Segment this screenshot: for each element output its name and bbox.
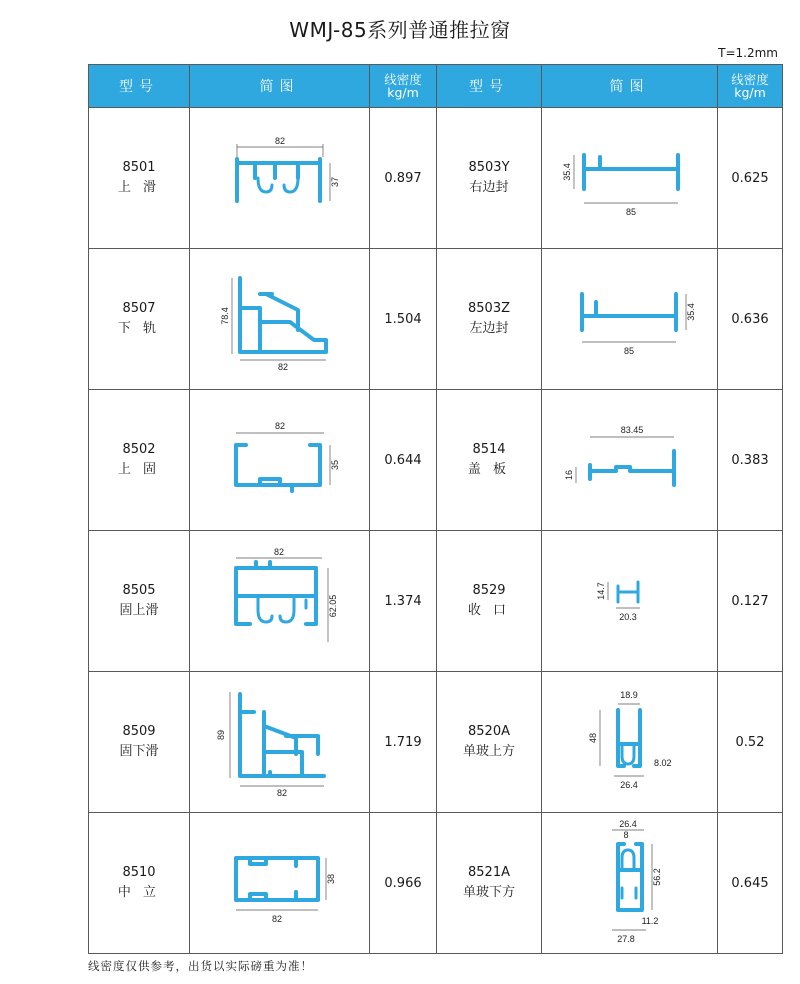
model-cell bbox=[89, 531, 190, 672]
model-code: 8505 bbox=[122, 583, 156, 598]
density-value: 0.636 bbox=[718, 249, 783, 390]
header-model-right: 型号 bbox=[437, 65, 542, 108]
model-cell bbox=[89, 249, 190, 390]
profile-diagram-8507 bbox=[210, 264, 350, 374]
profile-diagram-8501 bbox=[210, 133, 350, 223]
table-row bbox=[89, 531, 783, 672]
density-value: 0.127 bbox=[718, 531, 783, 672]
density-value: 1.504 bbox=[370, 249, 437, 390]
wall-thickness-note: T=1.2mm bbox=[718, 46, 778, 60]
dimension-label: 16 bbox=[563, 469, 574, 481]
header-density-label: 线密度 bbox=[731, 72, 769, 87]
dimension-label: 18.9 bbox=[619, 690, 638, 700]
dimension-label: 82 bbox=[273, 547, 284, 557]
model-code: 8507 bbox=[122, 301, 156, 316]
header-model-left: 型号 bbox=[89, 65, 190, 108]
profile-diagram-8509 bbox=[210, 682, 350, 802]
model-name: 单玻上方 bbox=[462, 744, 515, 759]
model-name: 上 滑 bbox=[117, 180, 161, 195]
model-name: 固上滑 bbox=[119, 603, 159, 618]
dimension-label: 62.05 bbox=[327, 594, 338, 618]
density-value: 0.645 bbox=[718, 813, 783, 954]
profile-spec-table bbox=[88, 64, 783, 954]
dimension-label: 85 bbox=[623, 346, 634, 356]
table-row bbox=[89, 390, 783, 531]
model-cell bbox=[437, 813, 542, 954]
profile-diagram-8510 bbox=[210, 838, 350, 928]
model-code: 8502 bbox=[122, 442, 156, 457]
profile-diagram-cell bbox=[190, 249, 370, 390]
dimension-label: 26.4 bbox=[619, 780, 638, 790]
profile-diagram-cell bbox=[542, 672, 718, 813]
model-name: 收 口 bbox=[467, 603, 511, 618]
dimension-label: 82 bbox=[271, 914, 282, 924]
table-row bbox=[89, 813, 783, 954]
model-name: 单玻下方 bbox=[462, 885, 515, 900]
model-cell bbox=[89, 813, 190, 954]
profile-diagram-8505 bbox=[210, 546, 350, 656]
model-code: 8509 bbox=[122, 724, 156, 739]
model-cell bbox=[89, 108, 190, 249]
dimension-label: 82 bbox=[277, 362, 288, 372]
dimension-label: 8 bbox=[622, 830, 629, 840]
density-value: 0.897 bbox=[370, 108, 437, 249]
model-cell bbox=[437, 672, 542, 813]
profile-diagram-8529 bbox=[560, 556, 700, 646]
density-value: 0.383 bbox=[718, 390, 783, 531]
dimension-label: 48 bbox=[587, 732, 598, 744]
model-code: 8521A bbox=[468, 865, 510, 880]
profile-diagram-cell bbox=[190, 813, 370, 954]
profile-diagram-cell bbox=[542, 813, 718, 954]
dimension-label: 85 bbox=[625, 207, 636, 217]
model-name: 固下滑 bbox=[119, 744, 159, 759]
dimension-label: 8.02 bbox=[653, 758, 672, 768]
header-density-left bbox=[370, 65, 437, 108]
model-code: 8501 bbox=[122, 160, 156, 175]
header-density-label: 线密度 bbox=[384, 72, 422, 87]
dimension-label: 14.7 bbox=[595, 582, 606, 600]
model-cell bbox=[437, 108, 542, 249]
profile-diagram-8503Z bbox=[560, 274, 700, 364]
model-code: 8520A bbox=[468, 724, 510, 739]
model-name: 上 固 bbox=[117, 462, 161, 477]
header-diagram-right: 简图 bbox=[542, 65, 718, 108]
dimension-label: 82 bbox=[274, 136, 285, 146]
profile-diagram-cell bbox=[542, 390, 718, 531]
profile-diagram-cell bbox=[190, 672, 370, 813]
dimension-label: 35.4 bbox=[685, 303, 696, 321]
density-value: 0.644 bbox=[370, 390, 437, 531]
profile-diagram-cell bbox=[542, 249, 718, 390]
density-value: 1.374 bbox=[370, 531, 437, 672]
profile-diagram-8502 bbox=[210, 415, 350, 505]
dimension-label: 82 bbox=[276, 788, 287, 798]
model-cell bbox=[89, 390, 190, 531]
dimension-label: 27.8 bbox=[616, 934, 635, 944]
model-name: 盖 板 bbox=[467, 462, 511, 477]
table-header-row bbox=[89, 65, 783, 108]
model-code: 8510 bbox=[122, 865, 156, 880]
table-row bbox=[89, 672, 783, 813]
model-name: 中 立 bbox=[117, 885, 161, 900]
header-density-right bbox=[718, 65, 783, 108]
dimension-label: 78.4 bbox=[219, 307, 230, 325]
table-row bbox=[89, 249, 783, 390]
page-title: WMJ-85系列普通推拉窗 bbox=[289, 18, 511, 42]
model-cell bbox=[437, 531, 542, 672]
dimension-label: 37 bbox=[329, 176, 340, 188]
profile-diagram-8521A bbox=[560, 818, 700, 948]
model-code: 8503Z bbox=[468, 301, 510, 316]
density-value: 0.966 bbox=[370, 813, 437, 954]
profile-diagram-cell bbox=[190, 531, 370, 672]
model-name: 左边封 bbox=[469, 321, 509, 336]
profile-diagram-cell bbox=[542, 531, 718, 672]
profile-diagram-8520A bbox=[560, 682, 700, 802]
density-value: 0.625 bbox=[718, 108, 783, 249]
dimension-label: 56.2 bbox=[651, 868, 662, 886]
dimension-label: 89 bbox=[215, 729, 226, 741]
model-name: 下 轨 bbox=[117, 321, 161, 336]
dimension-label: 38 bbox=[325, 873, 336, 885]
dimension-label: 82 bbox=[274, 421, 285, 431]
profile-diagram-cell bbox=[542, 108, 718, 249]
model-code: 8503Y bbox=[468, 160, 510, 175]
dimension-label: 11.2 bbox=[641, 916, 658, 926]
profile-diagram-8514 bbox=[560, 415, 700, 505]
model-code: 8529 bbox=[472, 583, 506, 598]
footer-note: 线密度仅供参考，出货以实际磅重为准！ bbox=[88, 959, 313, 973]
model-name: 右边封 bbox=[469, 180, 509, 195]
header-diagram-left: 简图 bbox=[190, 65, 370, 108]
profile-diagram-8503Y bbox=[560, 133, 700, 223]
dimension-label: 26.4 bbox=[618, 819, 637, 829]
model-cell bbox=[89, 672, 190, 813]
dimension-label: 35.4 bbox=[561, 163, 572, 181]
dimension-label: 83.45 bbox=[620, 425, 643, 435]
header-density-unit: kg/m bbox=[387, 85, 419, 100]
profile-diagram-cell bbox=[190, 390, 370, 531]
density-value: 0.52 bbox=[718, 672, 783, 813]
header-density-unit: kg/m bbox=[734, 85, 766, 100]
model-code: 8514 bbox=[472, 442, 506, 457]
model-cell bbox=[437, 249, 542, 390]
dimension-label: 35 bbox=[329, 459, 340, 471]
density-value: 1.719 bbox=[370, 672, 437, 813]
model-cell bbox=[437, 390, 542, 531]
dimension-label: 20.3 bbox=[618, 612, 637, 622]
profile-diagram-cell bbox=[190, 108, 370, 249]
table-row bbox=[89, 108, 783, 249]
